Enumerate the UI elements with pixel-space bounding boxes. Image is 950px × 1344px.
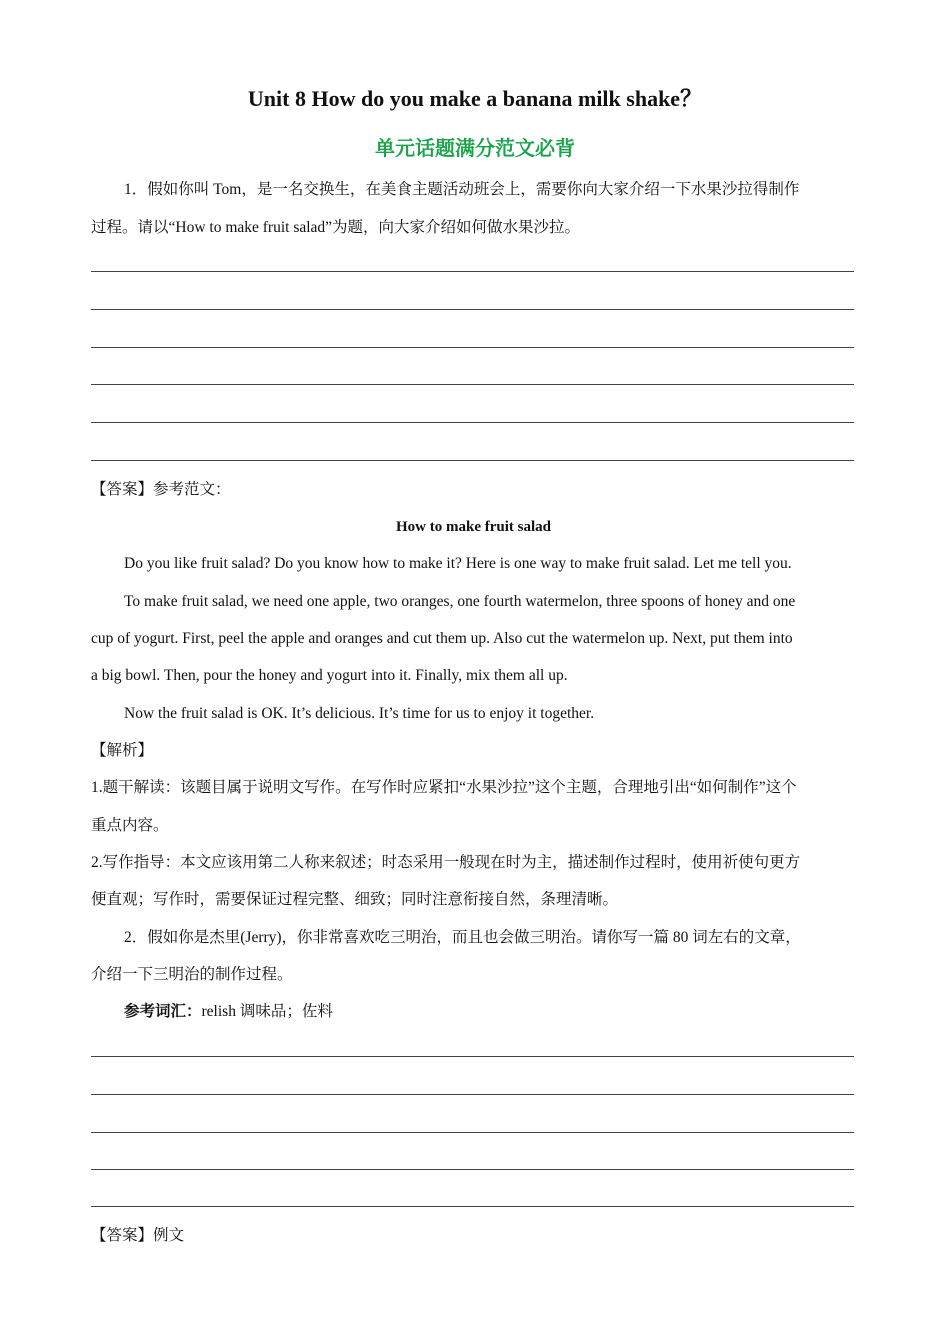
writing-line (91, 309, 854, 310)
task2-prompt-line2: 介绍一下三明治的制作过程。 (91, 966, 293, 983)
task1-prompt-line1: 1．假如你叫 Tom，是一名交换生，在美食主题活动班会上，需要你向大家介绍一下水果沙拉得制作 (124, 181, 800, 198)
essay-line: cup of yogurt. First, peel the apple and oranges and cut them up. Also cut the watermelon up. Next, put them into (91, 630, 793, 647)
writing-line (91, 460, 854, 461)
analysis-line: 2.写作指导：本文应该用第二人称来叙述；时态采用一般现在时为主，描述制作过程时，使用祈使句更方 (91, 854, 801, 871)
analysis-line: 重点内容。 (91, 817, 169, 834)
writing-line (91, 271, 854, 272)
analysis-line: 1.题干解读：该题目属于说明文写作。在写作时应紧扣“水果沙拉”这个主题，合理地引出“如何制作”这个 (91, 779, 797, 796)
analysis-label: 【解析】 (91, 742, 154, 759)
answer-label: 【答案】参考范文： (91, 481, 231, 498)
vocab-label: 参考词汇： (124, 1003, 202, 1020)
writing-line (91, 1169, 854, 1170)
writing-line (91, 1094, 854, 1095)
writing-line (91, 1132, 854, 1133)
vocab-text: relish 调味品；佐料 (201, 1003, 333, 1020)
page-subtitle: 单元话题满分范文必背 (375, 138, 575, 160)
writing-line (91, 1056, 854, 1057)
task1-prompt-line2: 过程。请以“How to make fruit salad”为题，向大家介绍如何做水果沙拉。 (91, 219, 581, 236)
page-title: Unit 8 How do you make a banana milk shake？ (247, 86, 703, 111)
essay-line: a big bowl. Then, pour the honey and yogurt into it. Finally, mix them all up. (91, 667, 568, 684)
analysis-line: 便直观；写作时，需要保证过程完整、细致；同时注意衔接自然，条理清晰。 (91, 891, 619, 908)
writing-line (91, 384, 854, 385)
task2-prompt-line1: 2．假如你是杰里(Jerry)，你非常喜欢吃三明治，而且也会做三明治。请你写一篇 80 词左右的文章， (124, 929, 801, 946)
essay-line: To make fruit salad, we need one apple, two oranges, one fourth watermelon, three spoons of honey and one (124, 593, 796, 610)
task2-answer-label: 【答案】例文 (91, 1227, 185, 1244)
writing-line (91, 347, 854, 348)
writing-line (91, 422, 854, 423)
vocab-hint (124, 1002, 856, 1022)
essay-title: How to make fruit salad (396, 519, 551, 535)
essay-line: Do you like fruit salad? Do you know how to make it? Here is one way to make fruit salad. Let me tell you. (124, 555, 792, 572)
writing-line (91, 1206, 854, 1207)
essay-line: Now the fruit salad is OK. It’s delicious. It’s time for us to enjoy it together. (124, 705, 595, 722)
